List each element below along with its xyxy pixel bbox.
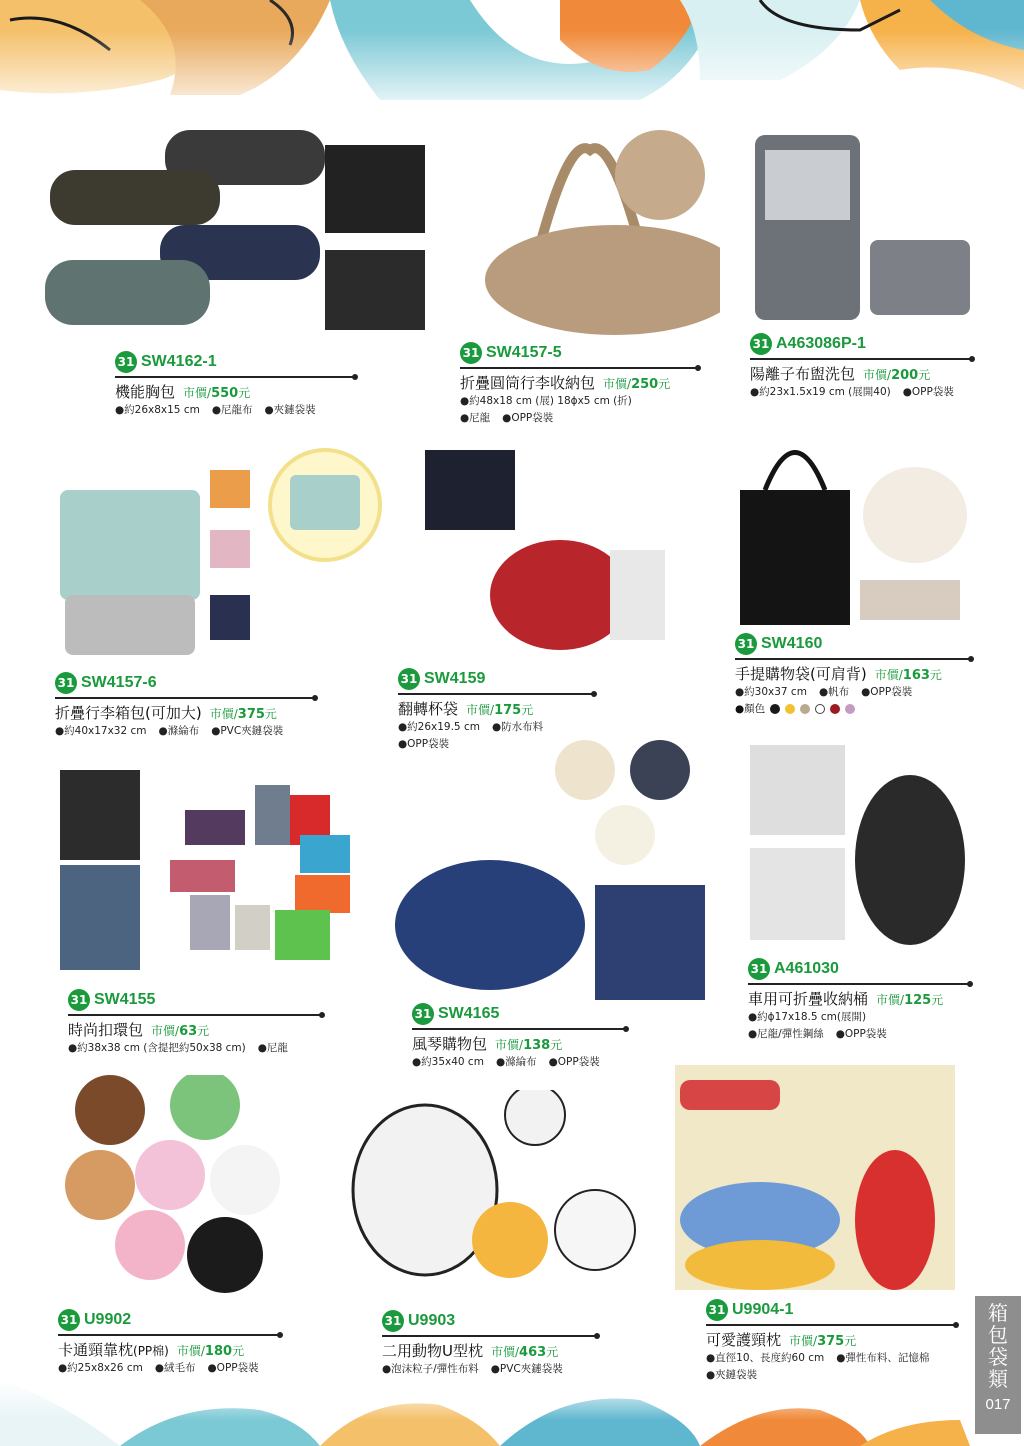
color-swatch-purple: [845, 704, 855, 714]
spec: ●泡沫粒子/彈性布料: [382, 1363, 479, 1375]
product-code: U9903: [408, 1312, 456, 1329]
price-unit: 元: [521, 703, 534, 717]
spec: ●OPP袋裝: [207, 1362, 259, 1374]
product-name: 機能胸包: [115, 383, 176, 401]
product-code: SW4165: [438, 1005, 500, 1022]
product-specs: [706, 1350, 956, 1384]
price-slash: /: [200, 1344, 205, 1358]
product-code: SW4160: [761, 635, 823, 652]
category-tab: [975, 1296, 1021, 1434]
catalog-badge: 31: [706, 1299, 728, 1321]
spec: ●滌綸布: [495, 1056, 537, 1068]
product-name: 手提購物袋(可肩背): [735, 665, 867, 683]
product-sw4157-6: [55, 671, 315, 740]
product-name: 折疊行李箱包(可加大): [55, 704, 202, 722]
color-options: [735, 701, 971, 717]
product-name: 二用動物U型枕: [382, 1342, 483, 1360]
neck-pillow-image: [670, 1060, 960, 1295]
price-label: 市價: [874, 668, 899, 682]
product-specs: [460, 393, 698, 427]
product-code: SW4162-1: [141, 353, 217, 370]
product-price: 463: [519, 1345, 547, 1360]
product-code: A463086P-1: [776, 335, 866, 352]
catalog-badge: 31: [55, 672, 77, 694]
price-label: 市價: [490, 1345, 515, 1359]
product-name-suffix: (PP棉): [133, 1344, 169, 1358]
divider: [412, 1028, 626, 1030]
product-name: 陽離子布盥洗包: [750, 365, 856, 383]
catalog-badge: 31: [748, 958, 770, 980]
price-label: 市價: [209, 707, 234, 721]
price-unit: 元: [929, 668, 942, 682]
spec: ●OPP袋裝: [502, 412, 554, 424]
catalog-badge: 31: [412, 1003, 434, 1025]
product-specs: [398, 719, 594, 753]
accordion-bag-image: [390, 735, 715, 1000]
product-u9903: [382, 1309, 597, 1378]
product-sw4157-5: [460, 341, 698, 427]
product-name: 車用可折疊收納桶: [748, 990, 869, 1008]
product-name: 時尚扣環包: [68, 1021, 144, 1039]
catalog-badge: 31: [58, 1309, 80, 1331]
spec: ●絨毛布: [154, 1362, 196, 1374]
product-name: 翻轉杯袋: [398, 700, 459, 718]
spec: ●OPP袋裝: [398, 738, 450, 750]
spec: ●夾鏈袋裝: [706, 1369, 758, 1381]
product-price: 125: [904, 993, 932, 1008]
product-specs: [412, 1054, 626, 1071]
product-a463086p-1: [750, 332, 972, 401]
product-specs: [748, 1009, 970, 1043]
color-swatch-red: [830, 704, 840, 714]
spec: ●尼龍/彈性鋼絲: [748, 1028, 824, 1040]
spec: ●約30x37 cm: [735, 686, 807, 698]
catalog-badge: 31: [460, 342, 482, 364]
spec: ●約23x1.5x19 cm (展開40): [750, 386, 891, 398]
price-label: 市價: [863, 368, 888, 382]
product-sw4159: [398, 667, 594, 753]
spec: ●PVC夾鏈袋裝: [490, 1363, 563, 1375]
product-specs: [115, 402, 355, 419]
price-slash: /: [519, 1038, 524, 1052]
spec: ●約48x18 cm (展) 18ϕx5 cm (折): [460, 395, 632, 407]
price-unit: 元: [550, 1038, 563, 1052]
color-swatch-beige: [800, 704, 810, 714]
cartoon-pillow-image: [55, 1075, 290, 1300]
color-swatch-black: [770, 704, 780, 714]
price-label: 市價: [183, 386, 208, 400]
hook-bag-image: [55, 755, 385, 975]
product-code: SW4157-6: [81, 674, 157, 691]
spec: ●約40x17x32 cm: [55, 725, 147, 737]
price-unit: 元: [931, 993, 944, 1007]
price-slash: /: [207, 386, 212, 400]
divider: [68, 1014, 322, 1016]
product-specs: [58, 1360, 280, 1377]
product-code: U9902: [84, 1311, 132, 1328]
product-code: U9904-1: [732, 1301, 794, 1318]
catalog-badge: 31: [115, 351, 137, 373]
price-label: 市價: [176, 1344, 201, 1358]
catalog-badge: 31: [750, 333, 772, 355]
car-bin-image: [745, 740, 975, 945]
product-price: 375: [817, 1334, 845, 1349]
product-sw4155: [68, 988, 322, 1057]
spec: ●直徑10、長度約60 cm: [706, 1352, 825, 1364]
product-price: 138: [523, 1038, 551, 1053]
spec: ●OPP袋裝: [861, 686, 913, 698]
product-specs: [68, 1040, 322, 1057]
product-name: 卡通頸靠枕: [58, 1341, 134, 1359]
product-price: 200: [891, 368, 919, 383]
spec: ●約26x8x15 cm: [115, 404, 200, 416]
divider: [382, 1335, 597, 1337]
product-name: 可愛護頸枕: [706, 1331, 782, 1349]
toiletry-bag-image: [750, 115, 980, 325]
product-code: SW4155: [94, 991, 156, 1008]
price-label: 市價: [495, 1038, 520, 1052]
price-unit: 元: [918, 368, 931, 382]
spec: ●約25x8x26 cm: [58, 1362, 143, 1374]
page-number: 017: [985, 1396, 1011, 1413]
price-slash: /: [900, 993, 905, 1007]
product-a461030: [748, 957, 970, 1043]
divider: [55, 697, 315, 699]
spec: ●夾鏈袋裝: [264, 404, 316, 416]
color-swatch-yellow: [785, 704, 795, 714]
price-label: 市價: [603, 377, 628, 391]
divider: [460, 367, 698, 369]
spec: ●OPP袋裝: [835, 1028, 887, 1040]
color-label: ●顏色: [735, 703, 766, 715]
spec: ●防水布料: [491, 721, 544, 733]
duffel-bag-image: [480, 125, 720, 340]
category-label: 箱包袋類: [988, 1301, 1008, 1391]
catalog-badge: 31: [382, 1310, 404, 1332]
price-slash: /: [490, 703, 495, 717]
price-label: 市價: [876, 993, 901, 1007]
product-u9904-1: [706, 1298, 956, 1384]
product-price: 250: [631, 377, 659, 392]
product-price: 163: [902, 668, 930, 683]
price-unit: 元: [232, 1344, 245, 1358]
product-code: SW4159: [424, 670, 486, 687]
price-slash: /: [627, 377, 632, 391]
animal-u-pillow-image: [350, 1090, 650, 1310]
spec: ●滌綸布: [158, 725, 200, 737]
spec: ●帆布: [818, 686, 850, 698]
spec: ●約38x38 cm (含提把約50x38 cm): [68, 1042, 246, 1054]
divider: [748, 983, 970, 985]
spec: ●彈性布料、記憶棉: [836, 1352, 930, 1364]
product-price: 550: [211, 386, 239, 401]
product-u9902: [58, 1308, 280, 1377]
catalog-badge: 31: [398, 668, 420, 690]
price-unit: 元: [844, 1334, 857, 1348]
divider: [58, 1334, 280, 1336]
spec: ●PVC夾鏈袋裝: [211, 725, 284, 737]
chest-bag-image: [40, 120, 430, 335]
price-label: 市價: [789, 1334, 814, 1348]
luggage-bag-image: [55, 430, 385, 660]
product-price: 375: [237, 707, 265, 722]
price-unit: 元: [658, 377, 671, 391]
spec: ●約ϕ17x18.5 cm(展開): [748, 1011, 867, 1023]
price-unit: 元: [238, 386, 251, 400]
spec: ●OPP袋裝: [902, 386, 954, 398]
divider: [115, 376, 355, 378]
price-unit: 元: [546, 1345, 559, 1359]
price-slash: /: [515, 1345, 520, 1359]
divider: [398, 693, 594, 695]
product-name: 折疊圓筒行李收納包: [460, 374, 596, 392]
product-sw4160: [735, 632, 971, 717]
product-specs: [750, 384, 972, 401]
product-specs: [382, 1361, 597, 1378]
spec: ●約26x19.5 cm: [398, 721, 480, 733]
spec: ●尼龍: [257, 1042, 288, 1054]
divider: [750, 358, 972, 360]
price-slash: /: [887, 368, 892, 382]
price-label: 市價: [466, 703, 491, 717]
product-specs: [55, 723, 315, 740]
spec: ●約35x40 cm: [412, 1056, 484, 1068]
divider: [706, 1324, 956, 1326]
product-price: 175: [494, 703, 522, 718]
divider: [735, 658, 971, 660]
product-sw4165: [412, 1002, 626, 1071]
product-name: 風琴購物包: [412, 1035, 488, 1053]
catalog-badge: 31: [68, 989, 90, 1011]
product-specs: [735, 684, 971, 701]
product-code: A461030: [774, 960, 839, 977]
price-unit: 元: [197, 1024, 210, 1038]
spec: ●尼龍布: [211, 404, 253, 416]
shopping-bag-image: [735, 415, 970, 625]
tote-bag-image: [420, 450, 675, 650]
price-label: 市價: [151, 1024, 176, 1038]
product-price: 63: [179, 1024, 198, 1039]
color-swatch-white: [815, 704, 825, 714]
price-slash: /: [233, 707, 238, 721]
price-slash: /: [898, 668, 903, 682]
price-unit: 元: [264, 707, 277, 721]
spec: ●OPP袋裝: [548, 1056, 600, 1068]
price-slash: /: [813, 1334, 818, 1348]
price-slash: /: [175, 1024, 180, 1038]
product-code: SW4157-5: [486, 344, 562, 361]
catalog-badge: 31: [735, 633, 757, 655]
product-price: 180: [204, 1344, 233, 1359]
product-sw4162-1: [115, 350, 355, 419]
spec: ●尼龍: [460, 412, 491, 424]
